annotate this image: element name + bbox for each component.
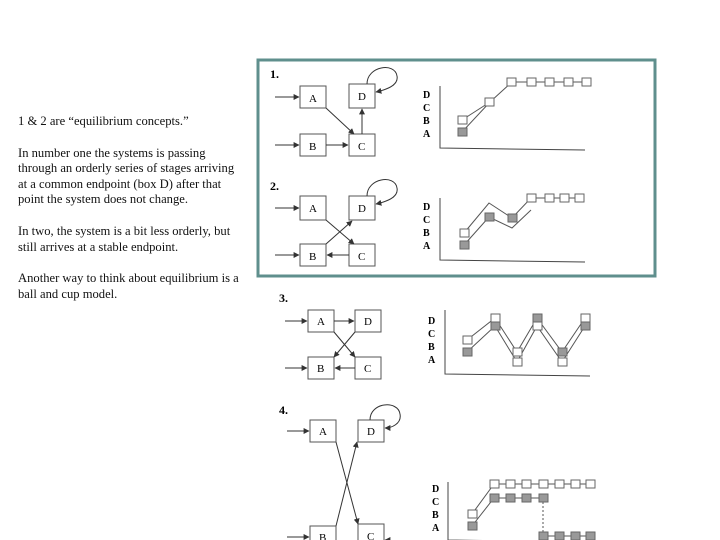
state-marker [555,480,564,488]
state-marker [522,494,531,502]
state-marker [506,494,515,502]
state-marker [485,213,494,221]
state-marker [571,532,580,540]
panel-3 [279,291,590,379]
state-marker [508,214,517,222]
state-marker [458,128,467,136]
state-label-a: A [319,426,327,438]
trajectory-line [464,198,577,233]
state-marker [507,78,516,86]
axis-label-d: D [428,316,436,327]
state-marker [545,194,554,202]
state-marker [539,532,548,540]
state-marker [491,322,500,330]
state-marker [533,314,542,322]
state-label-c: C [367,531,375,540]
axis-label-d: D [423,202,431,213]
state-marker [575,194,584,202]
state-label-d: D [364,316,372,328]
state-marker [485,98,494,106]
state-label-a: A [309,203,317,215]
state-marker [491,314,500,322]
paragraph-equilibrium-concepts: 1 & 2 are “equilibrium concepts.” [18,114,189,128]
state-marker [581,314,590,322]
state-label-b: B [309,141,317,153]
state-marker [513,358,522,366]
state-marker [558,348,567,356]
state-label-d: D [358,91,366,103]
axis-label-d: D [423,90,431,101]
panel-number: 2. [270,179,279,193]
trajectory-line-secondary [464,210,531,245]
axis-label-a: A [428,355,436,366]
axis-label-a: A [423,241,431,252]
axis-label-b: B [432,510,439,521]
state-label-a: A [309,93,317,105]
state-marker [468,522,477,530]
axis-label-a: A [423,129,431,140]
axis-label-c: C [428,329,436,340]
axis-label-b: B [423,228,430,239]
transition-arrow [326,108,354,134]
state-marker [586,532,595,540]
state-marker [468,510,477,518]
axis-label-a: A [432,523,440,534]
state-marker [460,241,469,249]
state-marker [527,78,536,86]
state-label-c: C [364,363,372,375]
axis-label-c: C [432,497,440,508]
panel-4 [279,403,595,540]
state-marker [463,348,472,356]
state-marker [558,358,567,366]
state-marker [522,480,531,488]
state-label-d: D [358,203,366,215]
axis-label-b: B [428,342,435,353]
axis-label-c: C [423,215,431,226]
panel-1 [270,67,591,156]
paragraph-ball-and-cup: Another way to think about equilibrium is a ball and cup model. [18,271,239,301]
state-marker [582,78,591,86]
axis-label-b: B [423,116,430,127]
panel-number: 3. [279,291,288,305]
state-label-c: C [358,251,366,263]
explanation-text [18,114,246,318]
state-marker [539,494,548,502]
state-marker [533,322,542,330]
state-label-b: B [309,251,317,263]
axis-label-d: D [432,484,440,495]
panel-2 [270,179,585,266]
state-marker [555,532,564,540]
state-marker [460,229,469,237]
trajectory-line [462,82,588,132]
state-marker [564,78,573,86]
paragraph-system-one: In number one the systems is passing through an orderly series of stages arriving at a common endpoint (box D) after that point the system does not change. [18,145,235,207]
transition-arrow [326,221,352,244]
state-marker [490,480,499,488]
state-marker [539,480,548,488]
axis-label-c: C [423,103,431,114]
state-marker [513,348,522,356]
state-marker [527,194,536,202]
succession-figure [255,58,600,540]
state-marker [586,480,595,488]
state-marker [571,480,580,488]
state-marker [490,494,499,502]
state-marker [506,480,515,488]
paragraph-system-two: In two, the system is a bit less orderly, but still arrives at a stable endpoint. [18,223,231,254]
state-marker [545,78,554,86]
state-label-a: A [317,316,325,328]
state-label-d: D [367,426,375,438]
state-marker [458,116,467,124]
state-label-c: C [358,141,366,153]
state-marker [463,336,472,344]
state-marker [581,322,590,330]
panel-number: 4. [279,403,288,417]
state-label-b: B [317,363,325,375]
state-marker [560,194,569,202]
state-label-b: B [319,532,327,540]
panel-number: 1. [270,67,279,81]
